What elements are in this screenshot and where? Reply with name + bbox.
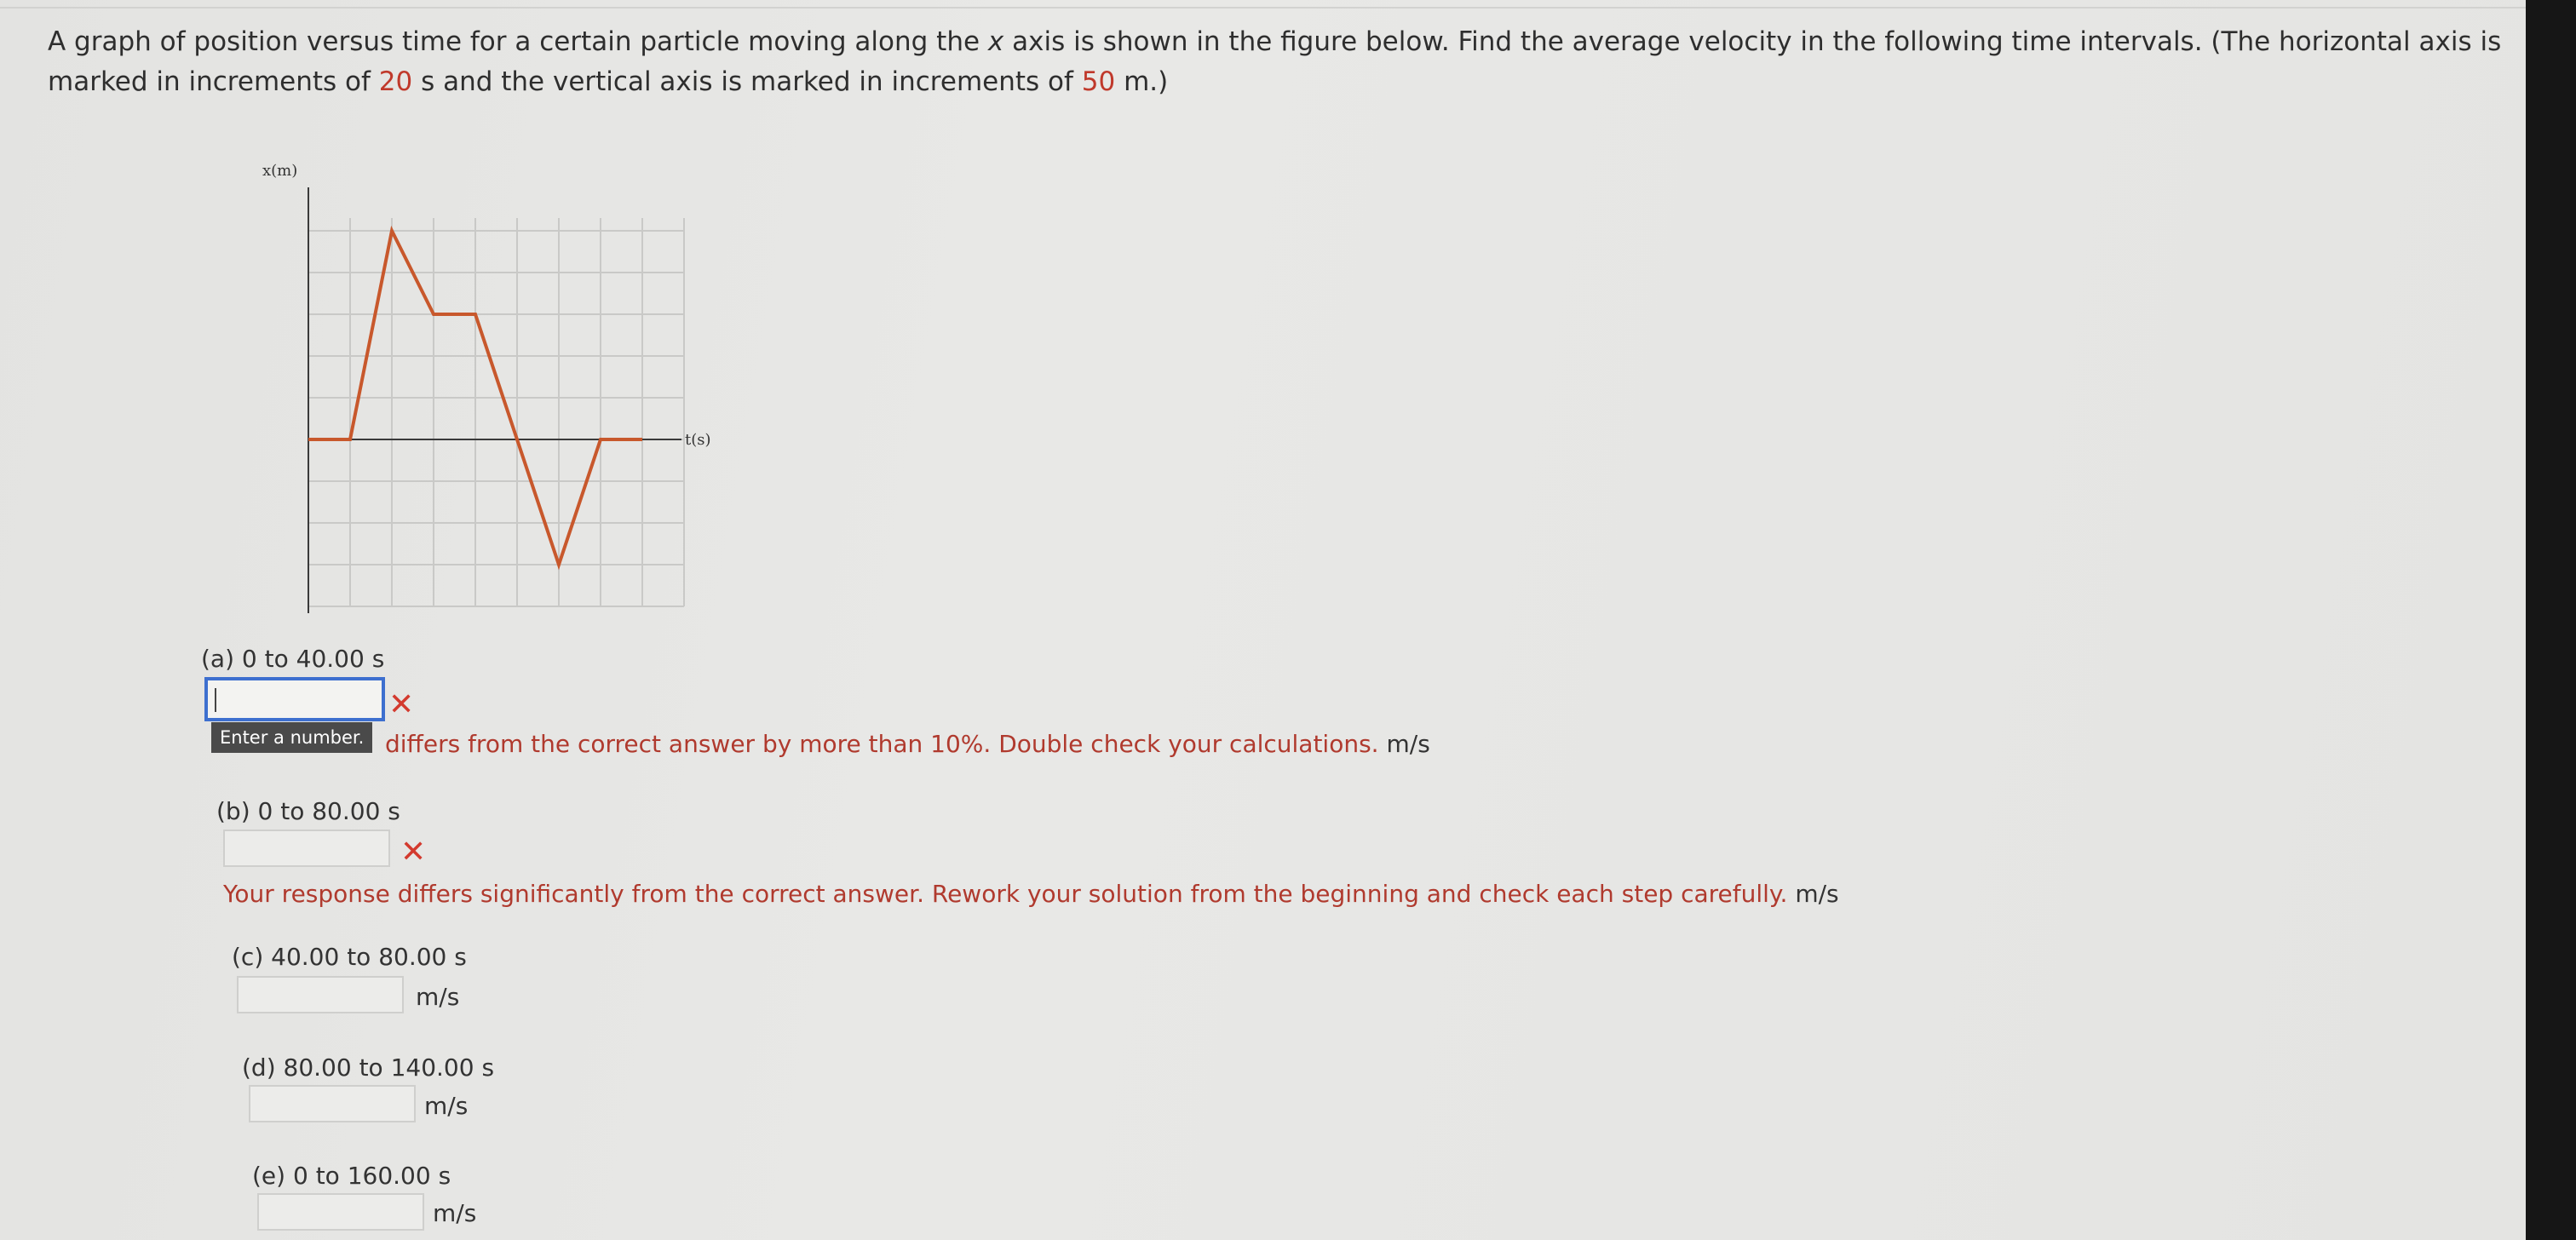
x-axis-label: t(s) xyxy=(685,431,711,449)
feedback-text: Your response differs significantly from the correct answer. Rework your solution from the beginning and check each step carefully. xyxy=(223,880,1788,908)
x-mark-icon: ✕ xyxy=(400,835,427,870)
question-part: s and the vertical axis is marked in increments of xyxy=(412,66,1082,97)
feedback-text: differs from the correct answer by more than 10%. Double check your calculations. xyxy=(385,730,1379,758)
part-b-answer-input[interactable] xyxy=(223,830,390,867)
question-part: axis is shown in the figure below. Find the average velocity in the following time intervals. (The horizontal axis is marked in increments of xyxy=(48,26,2502,97)
position-time-graph xyxy=(256,136,741,617)
text-caret xyxy=(215,688,216,712)
screen-bezel xyxy=(2526,0,2576,1240)
part-c-answer-input[interactable] xyxy=(237,976,404,1013)
part-c-unit: m/s xyxy=(416,983,460,1011)
time-increment-value: 20 xyxy=(378,66,413,97)
validation-tooltip: Enter a number. xyxy=(211,722,372,753)
part-b-label: (b) 0 to 80.00 s xyxy=(216,797,400,825)
part-e-answer-input[interactable] xyxy=(257,1193,424,1231)
unit-label: m/s xyxy=(1386,730,1430,758)
part-c-label: (c) 40.00 to 80.00 s xyxy=(232,943,467,971)
graph-grid xyxy=(308,218,684,606)
part-e-unit: m/s xyxy=(433,1199,477,1227)
part-d-answer-input[interactable] xyxy=(249,1085,416,1122)
x-variable: x xyxy=(987,26,1004,57)
part-a-feedback xyxy=(385,730,1430,758)
divider xyxy=(0,7,2526,9)
position-increment-value: 50 xyxy=(1081,66,1116,97)
part-b-feedback xyxy=(223,880,1839,908)
part-a-answer-input[interactable] xyxy=(204,677,385,721)
part-d-unit: m/s xyxy=(424,1092,469,1120)
question-part: A graph of position versus time for a certain particle moving along the xyxy=(48,26,988,57)
question-text xyxy=(48,22,2518,102)
part-d-label: (d) 80.00 to 140.00 s xyxy=(242,1053,495,1082)
x-mark-icon: ✕ xyxy=(388,687,415,722)
part-a-label: (a) 0 to 40.00 s xyxy=(201,645,385,673)
question-part: m.) xyxy=(1115,66,1169,97)
unit-label: m/s xyxy=(1795,880,1839,908)
y-axis-label: x(m) xyxy=(262,162,298,180)
part-e-label: (e) 0 to 160.00 s xyxy=(252,1162,451,1190)
